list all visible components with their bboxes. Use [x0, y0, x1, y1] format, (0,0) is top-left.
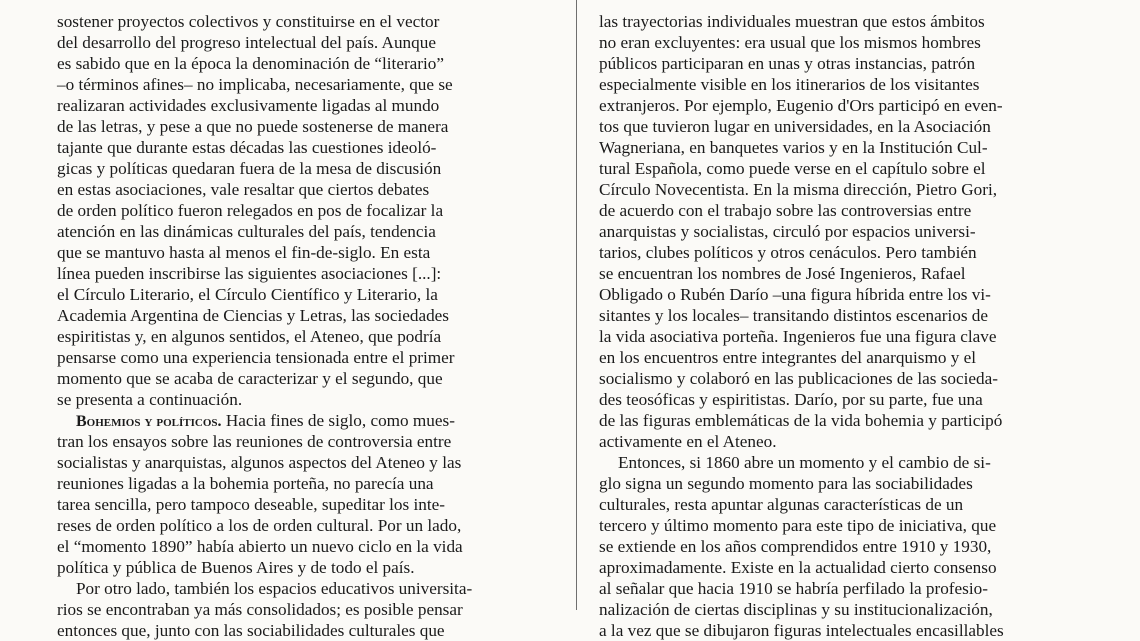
text-line: des teosóficas y espiritistas. Darío, por su parte, fue una [599, 390, 983, 409]
text-line: al señalar que hacia 1910 se habría perfilado la profesio- [599, 579, 988, 598]
text-line: se presenta a continuación. [57, 390, 243, 409]
text-line: se encuentran los nombres de José Ingenieros, Rafael [599, 264, 966, 283]
text-line: del desarrollo del progreso intelectual del país. Aunque [57, 33, 436, 52]
text-line: Wagneriana, en banquetes varios y en la Institución Cul- [599, 138, 988, 157]
text-line: socialistas y anarquistas, algunos aspectos del Ateneo y las [57, 453, 462, 472]
section-lead-line [76, 410, 455, 431]
column-divider [576, 0, 577, 610]
text-line: Academia Argentina de Ciencias y Letras, las sociedades [57, 306, 449, 325]
text-line: la vida asociativa porteña. Ingenieros fue una figura clave [599, 327, 997, 346]
text-line: tural Española, como puede verse en el capítulo sobre el [599, 159, 986, 178]
text-line: especialmente visible en los itinerarios de los visitantes [599, 75, 980, 94]
section-heading: Bohemios y políticos. [76, 413, 222, 430]
text-line: culturales, resta apuntar algunas características de un [599, 495, 964, 514]
text-line: momento que se acaba de caracterizar y el segundo, que [57, 369, 443, 388]
text-line: tarios, clubes políticos y otros cenáculos. Pero también [599, 243, 977, 262]
text-line: reuniones ligadas a la bohemia porteña, no parecía una [57, 474, 434, 493]
text-line: de las letras, y pese a que no puede sostenerse de manera [57, 117, 449, 136]
paragraph-first-line: Entonces, si 1860 abre un momento y el cambio de si- [618, 453, 991, 472]
text-line: política y pública de Buenos Aires y de todo el país. [57, 558, 415, 577]
text-line: línea pueden inscribirse las siguientes asociaciones [...]: [57, 264, 442, 283]
text-line: se extiende en los años comprendidos entre 1910 y 1930, [599, 537, 992, 556]
text-line: sostener proyectos colectivos y constituirse en el vector [57, 12, 440, 31]
text-line: socialismo y colaboró en las publicaciones de las socieda- [599, 369, 999, 388]
text-line: el Círculo Literario, el Círculo Científico y Literario, la [57, 285, 438, 304]
text-line: espiritistas y, en algunos sentidos, el Ateneo, que podría [57, 327, 442, 346]
text-line: extranjeros. Por ejemplo, Eugenio d'Ors participó en even- [599, 96, 1003, 115]
text-line: gicas y políticas quedaran fuera de la mesa de discusión [57, 159, 442, 178]
text-line: Círculo Novecentista. En la misma dirección, Pietro Gori, [599, 180, 998, 199]
text-line: entonces que, junto con las sociabilidades culturales que [57, 621, 445, 640]
text-line: el “momento 1890” había abierto un nuevo ciclo en la vida [57, 537, 463, 556]
text-line: aproximadamente. Existe en la actualidad cierto consenso [599, 558, 997, 577]
paragraph-first-line: Por otro lado, también los espacios educativos universita- [76, 579, 473, 598]
text-line: públicos participaran en unas y otras instancias, patrón [599, 54, 976, 73]
text-line: tajante que durante estas décadas las cuestiones ideoló- [57, 138, 437, 157]
text-line: tos que tuvieron lugar en universidades, en la Asociación [599, 117, 991, 136]
section-lead-text: Hacia fines de siglo, como mues- [221, 411, 455, 430]
text-line: reses de orden político a los de orden cultural. Por un lado, [57, 516, 462, 535]
text-line: que se mantuvo hasta al menos el fin-de-siglo. En esta [57, 243, 431, 262]
text-line: sitantes y los locales– transitando distintos escenarios de [599, 306, 989, 325]
text-line: nalización de ciertas disciplinas y su institucionalización, [599, 600, 993, 619]
text-line: pensarse como una experiencia tensionada entre el primer [57, 348, 455, 367]
text-line: Obligado o Rubén Darío –una figura híbrida entre los vi- [599, 285, 991, 304]
text-line: atención en las dinámicas culturales del país, tendencia [57, 222, 436, 241]
text-line: activamente en el Ateneo. [599, 432, 777, 451]
text-line: no eran excluyentes: era usual que los mismos hombres [599, 33, 981, 52]
text-line: de las figuras emblemáticas de la vida bohemia y participó [599, 411, 1003, 430]
text-line: tarea sencilla, pero tampoco deseable, supeditar los inte- [57, 495, 445, 514]
text-line: anarquistas y socialistas, circuló por espacios universi- [599, 222, 976, 241]
text-line: las trayectorias individuales muestran que estos ámbitos [599, 12, 985, 31]
text-line: de orden político fueron relegados en pos de focalizar la [57, 201, 444, 220]
text-line: en estas asociaciones, vale resaltar que ciertos debates [57, 180, 430, 199]
text-line: de acuerdo con el trabajo sobre las controversias entre [599, 201, 972, 220]
text-line: es sabido que en la época la denominación de “literario” [57, 54, 445, 73]
text-line: en los encuentros entre integrantes del anarquismo y el [599, 348, 977, 367]
text-line: tran los ensayos sobre las reuniones de controversia entre [57, 432, 452, 451]
text-line: –o términos afines– no implicaba, necesariamente, que se [57, 75, 453, 94]
text-line: glo signa un segundo momento para las sociabilidades [599, 474, 973, 493]
text-line: tercero y último momento para este tipo de iniciativa, que [599, 516, 997, 535]
text-line: realizaran actividades exclusivamente ligadas al mundo [57, 96, 440, 115]
text-line: a la vez que se dibujaron figuras intelectuales encasillables [599, 621, 1004, 640]
text-line: rios se encontraban ya más consolidados; es posible pensar [57, 600, 463, 619]
